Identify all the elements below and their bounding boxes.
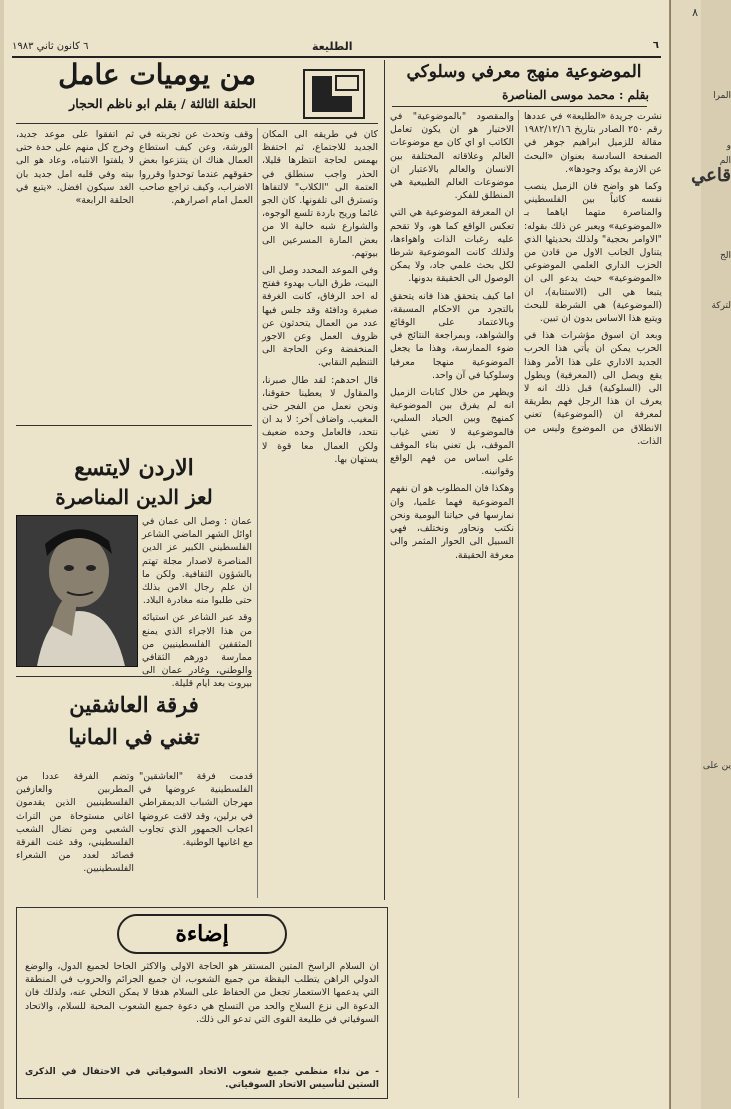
troupe-column-2 <box>16 770 134 898</box>
troupe-headline-2: تغني في المانيا <box>68 724 200 749</box>
diaries-logo <box>302 66 368 122</box>
paragraph: ثم اتفقوا على موعد جديد، وخرج كل منهم على حدة حتى لا يلفتوا الانتباه، وعاد هو الى بيته وفي قلبه امل جديد بان الغد سيكون افضل. «يتبع في الحلقة الرابعة» <box>16 129 134 207</box>
paragraph: قال احدهم: لقد طال صبرنا، والمقاول لا يعطينا حقوقنا، ونحن نعمل من الفجر حتى المغيب. واضاف آخر: لا بد ان نتحد، فالعامل وحده ضعيف ولكن العمال معا قوة لا يستهان بها. <box>262 374 378 465</box>
fragment: لتركة <box>711 301 731 311</box>
paragraph: وهكذا فان المطلوب هو ان نفهم الموضوعية فهما علميا، وان نمارسها في حياتنا اليومية ونحن نكتب ونحاور ونختلف، فهي السبيل الى الحوار المثمر والى معرفة الحقيقة. <box>390 483 514 561</box>
diaries-column-1 <box>262 128 378 898</box>
fragment: الج <box>719 251 731 261</box>
page-header <box>12 40 661 58</box>
poet-photo <box>16 515 138 667</box>
light-box-quote: - من نداء منظمي جميع شعوب الاتحاد السوفياتي في الاحتفال في الذكرى الستين لتأسيس الاتحاد السوفياتي. <box>25 1067 379 1091</box>
objectivity-byline: بقلم : محمد موسى المناصرة <box>502 88 649 102</box>
paragraph: والمقصود "بالموضوعية" في الاختيار هو ان يكون تعامل الكاتب او اي كان مع موضوعات العالم وعلاقاته المختلفة بين الانسان والعالم بالاعتبار ان موضوعات العالم الطبيعية هي المنطلق للفكر. <box>390 111 514 202</box>
diaries-column-3 <box>16 128 134 418</box>
paragraph: كان في طريقه الى المكان الجديد للاجتماع، ثم احتفظ بهمس لحاجة انتظرها قليلا، الحذر واجب سنطلق في العتمة الى "الكلاب" لالتفاها وتسترق الى تلفونها. كان الجو غائما وريح باردة تلسع الوجوه، والشوارع شبه خالية الا من بعض المارة المسرعين الى بيوتهم. <box>262 129 378 259</box>
newspaper-name: الطليعة <box>312 40 353 53</box>
adjacent-page-number: ٨ <box>692 6 698 19</box>
paragraph: وفي الموعد المحدد وصل الى البيت، طرق الباب بهدوء ففتح له احد الرفاق، كانت الغرفة صغيرة ودافئة وقد جلس فيها عدد من العمال يتحدثون عن ظروف العمل وعن الاجور المنخفضة وعن الحاجة الى التنظيم النقابي. <box>262 265 378 369</box>
fragment: الم <box>719 156 731 166</box>
jordan-headline-2: لعز الدين المناصرة <box>55 485 213 509</box>
troupe-headline: فرقة العاشقين <box>69 692 199 717</box>
paragraph: اما كيف يتحقق هذا فانه يتحقق بالتجرد من الاحكام المسبقة، وبالاعتماد على الوقائع والشواهد، وبمراجعة النتائج في ضوء الممارسة، وهذا ما يجعل الموضوعية منهجا معرفيا وسلوكيا في آن واحد. <box>390 290 514 381</box>
paragraph: قدمت فرقة "العاشقين" الفلسطينية عروضها في مهرجان الشباب الديمقراطي في برلين، وقد لاقت عروضها اعجاب الجمهور الذي تجاوب مع اغانيها الوطنية. <box>139 771 253 849</box>
diaries-headline: من يوميات عامل <box>58 58 256 91</box>
paragraph: وقد عبر الشاعر عن استيائه من هذا الاجراء الذي يمنع المثقفين الفلسطينيين من ممارسة دورهم الثقافي والوطني، وغادر عمان الى بيروت بعد ايام قليلة. <box>142 612 252 690</box>
paragraph: نشرت جريدة «الطليعة» في عددها رقم ٢٥٠ الصادر بتاريخ ١٩٨٢/١٢/١٦ مقالة للزميل ابراهيم جوهر في الصفحة السادسة بعنوان «البحث عن الازمة يوكد وجودها». <box>524 111 663 175</box>
fragment: و <box>726 141 731 151</box>
newspaper-page <box>4 0 670 1109</box>
fragment: ين على <box>702 761 731 771</box>
diaries-column-2 <box>139 128 253 418</box>
troupe-column-1 <box>139 770 253 898</box>
paragraph: وتضم الفرقة عددا من المطربين والعازفين الفلسطينيين الذين يقدمون اغاني مستوحاة من التراث الشعبي ومن نضال الشعب الفلسطيني، وقد غنت الفرقة قصائد لعدد من الشعراء الفلسطينيين. <box>16 771 134 875</box>
jordan-text <box>142 515 252 690</box>
page-number: ٦ <box>652 40 659 51</box>
diaries-subtitle: الحلقة الثالثة / بقلم ابو ناظم الحجار <box>69 96 256 111</box>
paragraph: ويظهر من خلال كتابات الزميل انه لم يفرق بين الموضوعية كمنهج وبين الحياد السلبي، فالموضوعية لا تعني غياب الموقف، بل تعني بناء الموقف على اساس من فهم الواقع وقوانينه. <box>390 387 514 478</box>
paragraph: وكما هو واضح فان الزميل ينصب نفسه كاتباً بين الفلسطيني والمناصرة متهما اياهما بـ «الموضوعية» ويعبر عن ذلك بقوله: "الاوامر بحجية" ولذلك بحديثها الذي يتناول الجانب الاول من قادن من الحزب الداري العلمي الموضوعي «الموضوعية» حيث يدعو الى ان يتبعا هي الى (الاستتابة)، ان (الموضوعية) هي الشرطة للبحث ويتبع هذا الاساس بدون ان تبين. <box>524 181 662 325</box>
jordan-headline: الاردن لايتسع <box>74 455 194 481</box>
objectivity-headline: الموضوعية منهج معرفي وسلوكي <box>406 62 642 82</box>
issue-date: ٦ كانون ثاني ١٩٨٣ <box>12 41 89 52</box>
paragraph: عمان : وصل الى عمان في اوائل الشهر الماضي الشاعر الفلسطيني الكبير عز الدين المناصرة لاصدار مجلة تهتم بالشؤون الثقافية. ولكن ما ان علم رجال الامن بذلك حتى طلبوا منه مغادرة البلاد. <box>142 516 252 607</box>
paragraph: ان المعرفة الموضوعية هي التي تعكس الواقع كما هو، ولا تقحم عليه رغبات الذات واهواءها، ولذلك كانت الموضوعية شرطا لكل بحث علمي جاد، ولا يمكن الوصول الى الحقيقة بدونها. <box>390 207 514 285</box>
objectivity-column-left <box>390 110 514 1098</box>
fragment: قاعي <box>691 165 731 186</box>
light-box-title: إضاءة <box>117 914 287 954</box>
light-box-text: ان السلام الراسخ المتين المستقر هو الحاجة الاولى والاكثر الحاحا لجميع الدول، والوضع الدولي الراهن يتطلب اليقظة من جميع الشعوب، ان جميع الجرائم والحروب في المنطقة التي يدعمها الاستعمار تجعل من الحفاظ على السلام هدفا لا يمكن التخلي عنه، ولذلك فان الدعوة الى نزع السلاح والحد من التسلح هي دعوة جميع الشعوب المحبة للسلام، والاتحاد السوفياتي في طليعة القوى التي تدعو الى ذلك. <box>25 961 379 1025</box>
fragment: المرا <box>713 91 731 101</box>
adjacent-page-edge <box>670 0 731 1109</box>
objectivity-column-right <box>524 110 662 1098</box>
paragraph: وبعد ان اسوق مؤشرات هذا في الحرب يمكن ان يأتي هذا الحرب الجديد الاداري على هذا الأمر وهذا يقع ويصل الى (المعرفية) ويطول الى (السلوكية) قبل ذلك انه لا يعرف ان هذا الرجل فهم بطريقة لمعرفة ان (الموضوعية) تعني الانطلاق من الموضوع وليس من الذات. <box>524 330 662 447</box>
paragraph: وقف وتحدث عن تجربته في الورشة، وعن كيف استطاع العمال هناك ان ينتزعوا بعض حقوقهم عندما توحدوا وقرروا الاضراب، وكيف تراجع صاحب العمل امام اصرارهم. <box>139 129 253 207</box>
light-box <box>16 907 388 1099</box>
